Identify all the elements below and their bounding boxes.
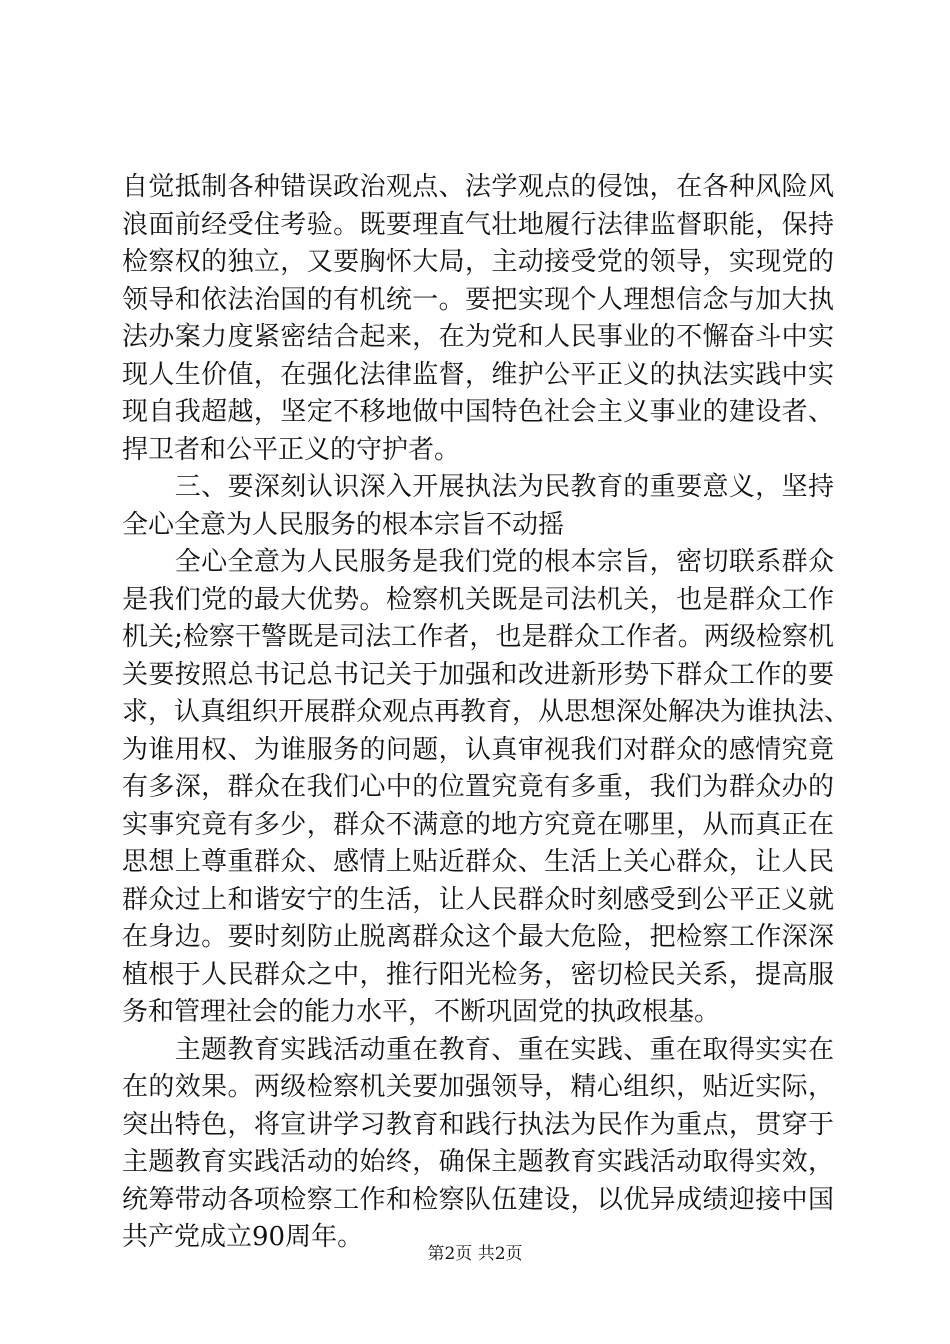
text-line: 自觉抵制各种错误政治观点、法学观点的侵蚀，在各种风险风 bbox=[122, 172, 834, 202]
text-line: 现人生价值，在强化法律监督，维护公平正义的执法实践中实 bbox=[122, 360, 834, 390]
text-line: 关要按照总书记总书记关于加强和改进新形势下群众工作的要 bbox=[122, 660, 834, 690]
text-line: 统筹带动各项检察工作和检察队伍建设，以优异成绩迎接中国 bbox=[122, 1185, 834, 1215]
text-line: 检察权的独立，又要胸怀大局，主动接受党的领导，实现党的 bbox=[122, 247, 834, 277]
text-line: 主题教育实践活动重在教育、重在实践、重在取得实实在 bbox=[122, 1035, 834, 1065]
text-line: 群众过上和谐安宁的生活，让人民群众时刻感受到公平正义就 bbox=[122, 885, 834, 915]
text-line: 主题教育实践活动的始终，确保主题教育实践活动取得实效， bbox=[122, 1147, 834, 1177]
text-line: 为谁用权、为谁服务的问题，认真审视我们对群众的感情究竟 bbox=[122, 735, 834, 765]
text-line: 领导和依法治国的有机统一。要把实现个人理想信念与加大执 bbox=[122, 285, 834, 315]
text-line: 求，认真组织开展群众观点再教育，从思想深处解决为谁执法、 bbox=[122, 697, 851, 727]
text-line: 务和管理社会的能力水平，不断巩固党的执政根基。 bbox=[122, 997, 721, 1027]
text-line: 是我们党的最大优势。检察机关既是司法机关，也是群众工作 bbox=[122, 585, 834, 615]
text-line: 思想上尊重群众、感情上贴近群众、生活上关心群众，让人民 bbox=[122, 847, 834, 877]
text-line: 浪面前经受住考验。既要理直气壮地履行法律监督职能，保持 bbox=[122, 210, 834, 240]
text-line: 在的效果。两级检察机关要加强领导，精心组织，贴近实际， bbox=[122, 1072, 834, 1102]
page-footer: 第2页 共2页 bbox=[427, 1244, 523, 1264]
text-line: 现自我超越，坚定不移地做中国特色社会主义事业的建设者、 bbox=[122, 397, 834, 427]
text-line: 突出特色，将宣讲学习教育和践行执法为民作为重点，贯穿于 bbox=[122, 1110, 834, 1140]
text-line: 在身边。要时刻防止脱离群众这个最大危险，把检察工作深深 bbox=[122, 922, 834, 952]
text-line: 机关;检察干警既是司法工作者，也是群众工作者。两级检察机 bbox=[122, 622, 834, 652]
text-line: 共产党成立90周年。 bbox=[122, 1222, 364, 1252]
text-line: 有多深，群众在我们心中的位置究竟有多重，我们为群众办的 bbox=[122, 772, 834, 802]
section-heading-line: 全心全意为人民服务的根本宗旨不动摇 bbox=[122, 510, 565, 540]
text-line: 全心全意为人民服务是我们党的根本宗旨，密切联系群众 bbox=[122, 547, 834, 577]
text-line: 法办案力度紧密结合起来，在为党和人民事业的不懈奋斗中实 bbox=[122, 322, 834, 352]
section-heading-line: 三、要深刻认识深入开展执法为民教育的重要意义，坚持 bbox=[122, 472, 834, 502]
text-line: 实事究竟有多少，群众不满意的地方究竟在哪里，从而真正在 bbox=[122, 810, 834, 840]
text-line: 捍卫者和公平正义的守护者。 bbox=[122, 435, 461, 465]
text-line: 植根于人民群众之中，推行阳光检务，密切检民关系，提高服 bbox=[122, 960, 834, 990]
